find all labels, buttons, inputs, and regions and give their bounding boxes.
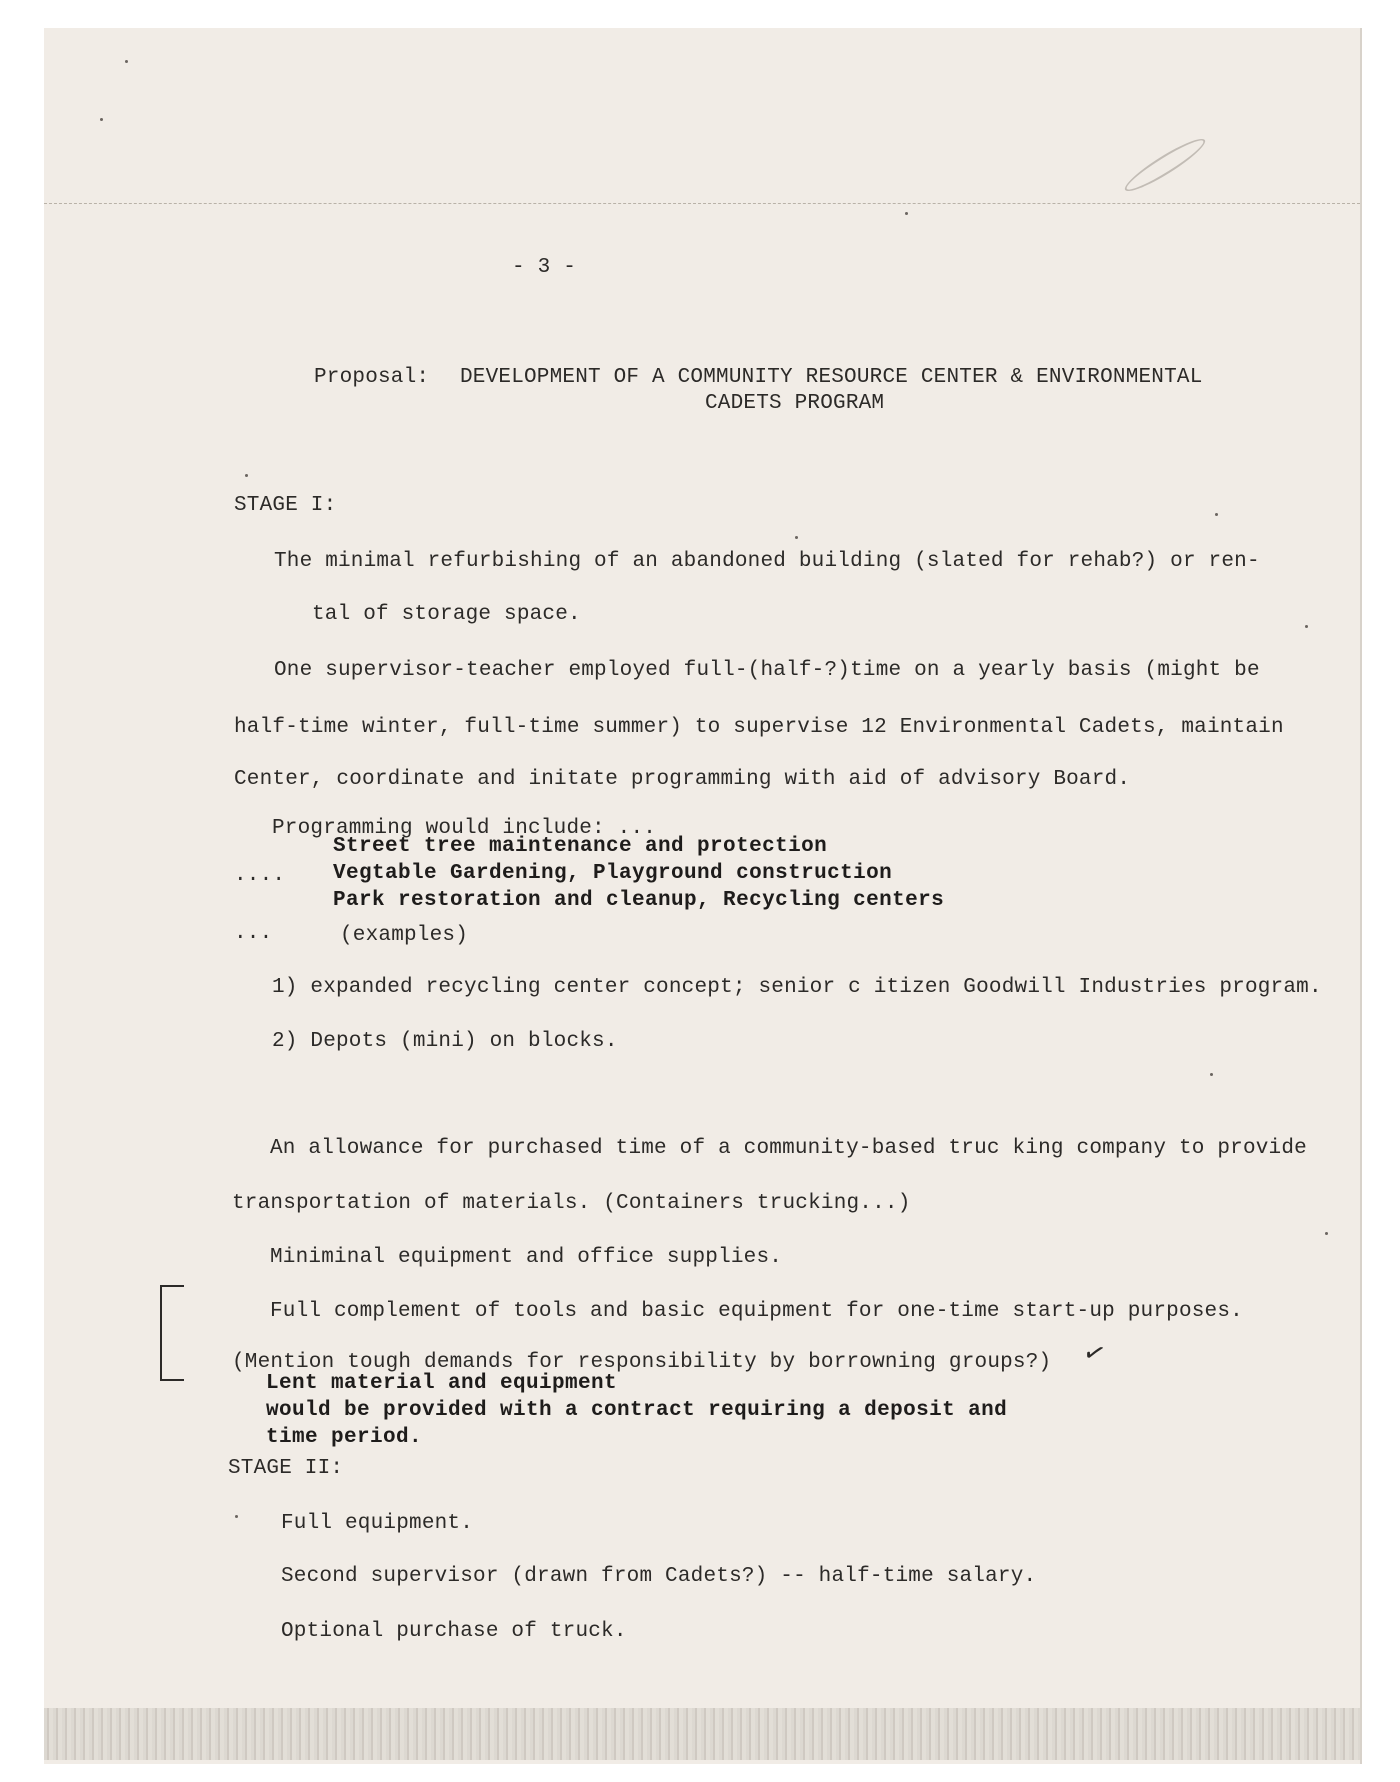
speck (1305, 625, 1308, 628)
paragraph-2-line-3: Center, coordinate and initate programming with aid of advisory Board. (234, 768, 1131, 791)
paragraph-1-line-1: The minimal refurbishing of an abandoned building (slated for rehab?) or ren- (274, 550, 1260, 573)
speck (100, 118, 103, 121)
stage-2-item-3: Optional purchase of truck. (281, 1620, 627, 1643)
paragraph-2-line-2: half-time winter, full-time summer) to supervise 12 Environmental Cadets, maintain (234, 716, 1284, 739)
title-label: Proposal: (314, 366, 430, 389)
paragraph-2-line-1: One supervisor-teacher employed full-(half-?)time on a yearly basis (might be (274, 659, 1260, 682)
lent-material-line-2: would be provided with a contract requiring a deposit and (266, 1399, 1008, 1422)
programming-item-1: Street tree maintenance and protection (333, 835, 828, 858)
speck (1215, 513, 1218, 516)
paragraph-3-line-1: An allowance for purchased time of a community-based truc king company to provide (270, 1137, 1307, 1160)
title-line-1: DEVELOPMENT OF A COMMUNITY RESOURCE CENTER & ENVIRONMENTAL (460, 366, 1203, 389)
paragraph-3-line-2: transportation of materials. (Containers trucking...) (232, 1192, 911, 1215)
paragraph-1-line-2: tal of storage space. (312, 603, 581, 626)
stage-2-item-1: Full equipment. (281, 1512, 474, 1535)
speck (245, 474, 248, 477)
page-bottom-edge (44, 1708, 1360, 1760)
stage-1-heading: STAGE I: (234, 494, 337, 517)
speck (1210, 1073, 1213, 1076)
speck (795, 536, 798, 539)
page-number: - 3 - (512, 256, 577, 279)
speck (125, 60, 128, 63)
stage-2-item-2: Second supervisor (drawn from Cadets?) -- half-time salary. (281, 1565, 1037, 1588)
programming-item-3: Park restoration and cleanup, Recycling centers (333, 889, 945, 912)
programming-intro: Programming would include: ... (272, 817, 657, 840)
speck (235, 1515, 238, 1518)
paragraph-6: (Mention tough demands for responsibility by borrowning groups?) (232, 1351, 1052, 1374)
stage-2-heading: STAGE II: (228, 1457, 344, 1480)
fold-line (44, 203, 1360, 204)
examples-note: (examples) (340, 924, 469, 947)
speck (1325, 1232, 1328, 1235)
lent-material-line-3: time period. (266, 1426, 423, 1449)
list-item-2: 2) Depots (mini) on blocks. (272, 1030, 618, 1053)
lent-material-line-1: Lent material and equipment (266, 1372, 618, 1395)
programming-item-2: Vegtable Gardening, Playground construction (333, 862, 893, 885)
list-item-1: 1) expanded recycling center concept; senior c itizen Goodwill Industries program. (272, 976, 1322, 999)
dots-marker-2: ... (234, 922, 273, 945)
paragraph-5: Full complement of tools and basic equipment for one-time start-up purposes. (270, 1300, 1243, 1323)
speck (905, 212, 908, 215)
handwritten-bracket (160, 1285, 184, 1381)
paragraph-4: Miniminal equipment and office supplies. (270, 1246, 783, 1269)
dots-marker-1: .... (234, 864, 286, 887)
title-line-2: CADETS PROGRAM (705, 392, 885, 415)
checkmark-icon: ✓ (1079, 1335, 1108, 1374)
